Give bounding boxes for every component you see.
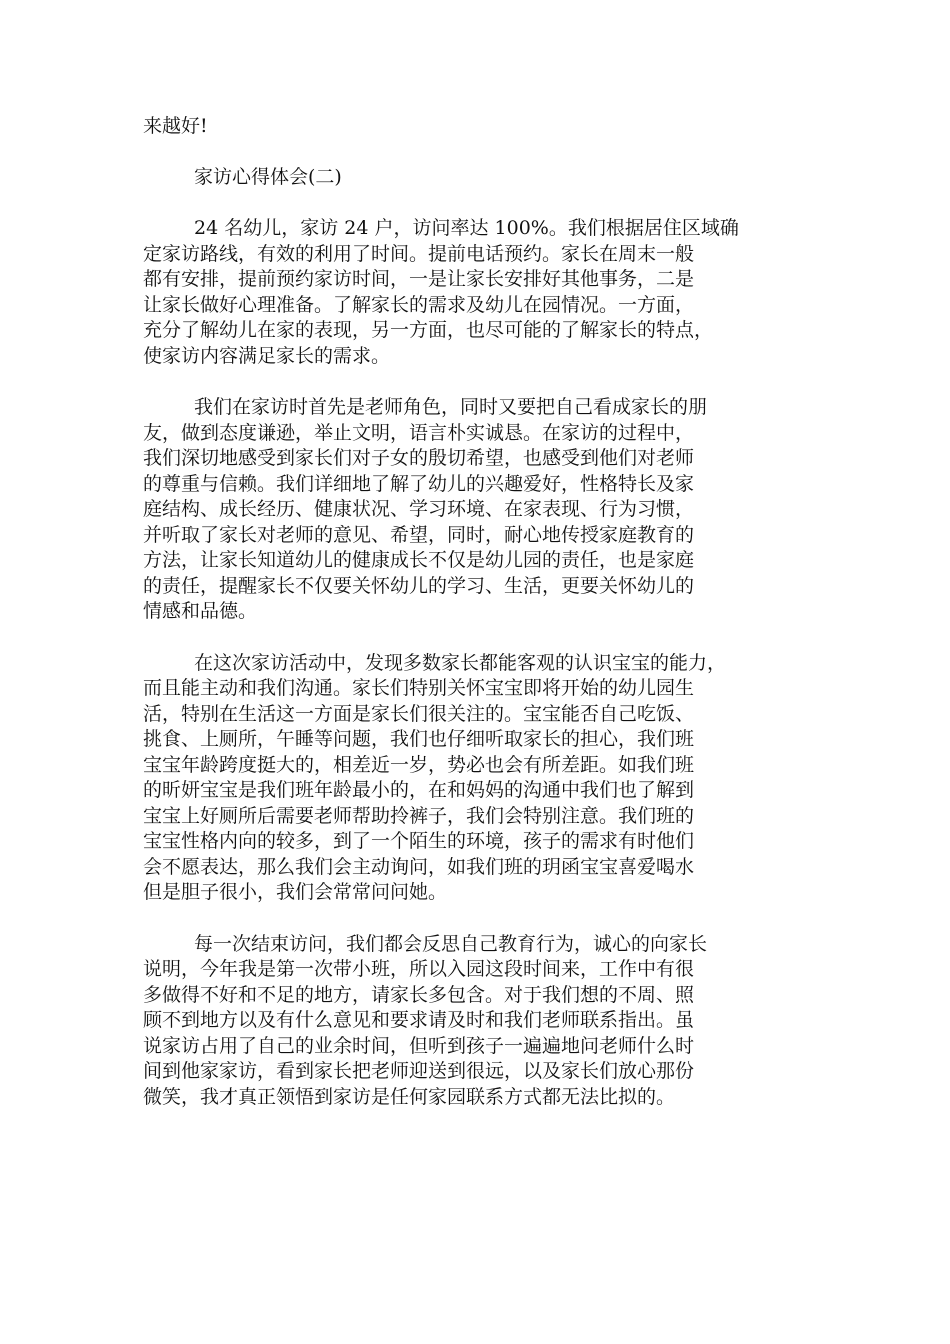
paragraph-line: 而且能主动和我们沟通。家长们特别关怀宝宝即将开始的幼儿园生: [143, 677, 695, 699]
paragraph-line: 说家访占用了自己的业余时间，但听到孩子一遍遍地问老师什么时: [143, 1034, 695, 1057]
paragraph-line: 在这次家访活动中，发现多数家长都能客观的认识宝宝的能力，: [194, 651, 727, 674]
paragraph-line: 方法，让家长知道幼儿的健康成长不仅是幼儿园的责任，也是家庭: [143, 549, 695, 571]
paragraph-line: 情感和品德。: [143, 600, 258, 622]
section-title: 家访心得体会(二): [194, 165, 342, 188]
paragraph-line: 使家访内容满足家长的需求。: [143, 344, 391, 367]
paragraph-line: 24 名幼儿，家访 24 户，访问率达 100%。我们根据居住区域确: [194, 217, 739, 239]
paragraph-line: 让家长做好心理准备。了解家长的需求及幼儿在园情况。一方面，: [143, 293, 695, 316]
paragraph-3: [143, 651, 819, 906]
paragraph-line: 并听取了家长对老师的意见、希望，同时，耐心地传授家庭教育的: [143, 523, 695, 546]
spacer: [143, 625, 819, 651]
paragraph-line: 宝宝性格内向的较多，到了一个陌生的环境，孩子的需求有时他们: [143, 830, 695, 852]
paragraph-line: 活，特别在生活这一方面是家长们很关注的。宝宝能否自己吃饭、: [143, 702, 695, 725]
paragraph-line: 的昕妍宝宝是我们班年龄最小的，在和妈妈的沟通中我们也了解到: [143, 779, 695, 801]
paragraph-line: 宝宝上好厕所后需要老师帮助拎裤子，我们会特别注意。我们班的: [143, 804, 695, 827]
paragraph-line: 但是胆子很小，我们会常常问问她。: [143, 881, 448, 903]
paragraph-line: 的尊重与信赖。我们详细地了解了幼儿的兴趣爱好，性格特长及家: [143, 472, 695, 495]
document-body: [143, 114, 819, 1110]
paragraph-line: 每一次结束访问，我们都会反思自己教育行为，诚心的向家长: [194, 932, 708, 955]
paragraph-1: [143, 216, 819, 369]
spacer: [143, 190, 819, 216]
opening-fragment: 来越好!: [143, 115, 208, 137]
paragraph-line: 友，做到态度谦逊，举止文明，语言朴实诚恳。在家访的过程中，: [143, 421, 695, 444]
paragraph-2: [143, 395, 819, 625]
paragraph-line: 我们深切地感受到家长们对子女的殷切希望，也感受到他们对老师: [143, 447, 695, 469]
paragraph-line: 微笑，我才真正领悟到家访是任何家园联系方式都无法比拟的。: [143, 1085, 676, 1108]
spacer: [143, 369, 819, 395]
paragraph-line: 的责任，提醒家长不仅要关怀幼儿的学习、生活，更要关怀幼儿的: [143, 574, 695, 597]
paragraph-line: 间到他家家访，看到家长把老师迎送到很远，以及家长们放心那份: [143, 1060, 695, 1082]
paragraph-line: 宝宝年龄跨度挺大的，相差近一岁，势必也会有所差距。如我们班: [143, 753, 695, 776]
paragraph-line: 充分了解幼儿在家的表现，另一方面，也尽可能的了解家长的特点，: [143, 319, 714, 341]
paragraph-line: 庭结构、成长经历、健康状况、学习环境、在家表现、行为习惯，: [143, 498, 695, 520]
paragraph-line: 定家访路线，有效的利用了时间。提前电话预约。家长在周末一般: [143, 242, 695, 265]
paragraph-4: [143, 932, 819, 1111]
spacer: [143, 140, 819, 165]
paragraph-line: 都有安排，提前预约家访时间，一是让家长安排好其他事务，二是: [143, 268, 695, 290]
paragraph-line: 多做得不好和不足的地方，请家长多包含。对于我们想的不周、照: [143, 983, 695, 1006]
paragraph-line: 顾不到地方以及有什么意见和要求请及时和我们老师联系指出。虽: [143, 1009, 695, 1031]
paragraph-line: 会不愿表达，那么我们会主动询问，如我们班的玥函宝宝喜爱喝水: [143, 855, 695, 878]
paragraph-line: 说明，今年我是第一次带小班，所以入园这段时间来，工作中有很: [143, 958, 695, 980]
paragraph-line: 挑食、上厕所，午睡等问题，我们也仔细听取家长的担心，我们班: [143, 728, 695, 750]
paragraph-line: 我们在家访时首先是老师角色，同时又要把自己看成家长的朋: [194, 396, 708, 418]
spacer: [143, 906, 819, 932]
